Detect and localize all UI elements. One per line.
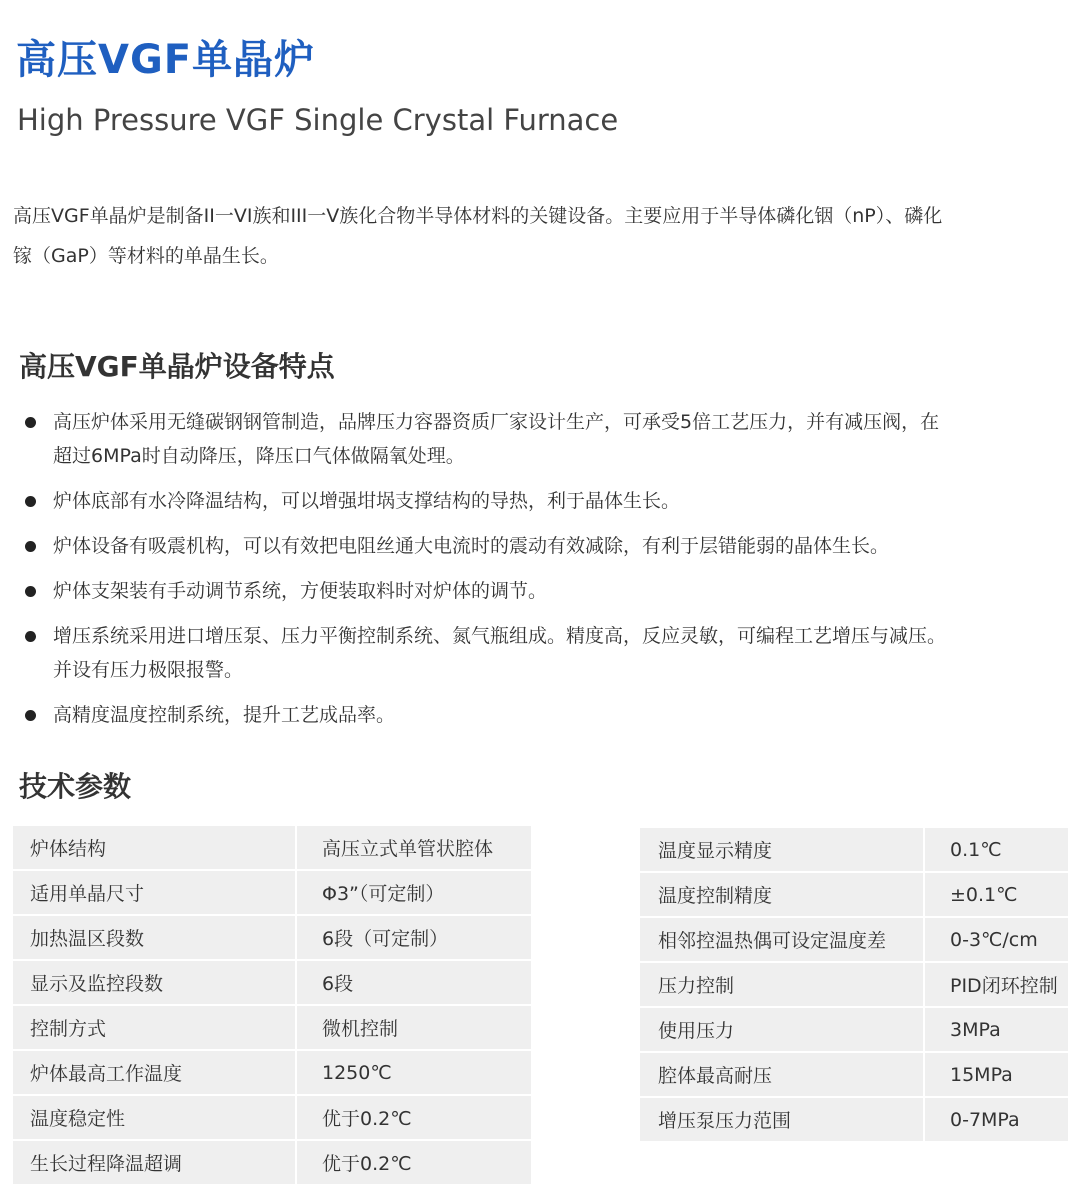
table-row <box>640 1053 1068 1098</box>
spec-key: 显示及监控段数 <box>13 961 297 1006</box>
features-heading: 高压VGF单晶炉设备特点 <box>19 350 335 383</box>
spec-value: 15MPa <box>925 1053 1068 1098</box>
spec-value: 1250℃ <box>297 1051 531 1096</box>
list-item <box>20 484 950 518</box>
table-row <box>13 916 531 961</box>
spec-key: 温度稳定性 <box>13 1096 297 1141</box>
spec-key: 控制方式 <box>13 1006 297 1051</box>
spec-value: Φ3”（可定制） <box>297 871 531 916</box>
spec-value: 优于0.2℃ <box>297 1141 531 1186</box>
table-row <box>13 826 531 871</box>
spec-value: 6段 <box>297 961 531 1006</box>
list-item <box>20 698 950 732</box>
table-row <box>13 1051 531 1096</box>
list-item-text: 高压炉体采用无缝碳钢钢管制造，品牌压力容器资质厂家设计生产，可承受5倍工艺压力，并有减压阀，在超过6MPa时自动降压，降压口气体做隔氧处理。 <box>53 411 940 467</box>
list-item <box>20 405 950 473</box>
spec-key: 使用压力 <box>640 1008 925 1053</box>
list-item-text: 炉体支架装有手动调节系统，方便装取料时对炉体的调节。 <box>53 580 548 602</box>
spec-key: 温度显示精度 <box>640 828 925 873</box>
spec-value: 3MPa <box>925 1008 1068 1053</box>
table-row <box>640 873 1068 918</box>
bullet-icon <box>25 541 36 552</box>
list-item-text: 炉体底部有水冷降温结构，可以增强坩埚支撑结构的导热，利于晶体生长。 <box>53 490 681 512</box>
intro-paragraph: 高压VGF单晶炉是制备II一VI族和III一V族化合物半导体材料的关键设备。主要应用于半导体磷化铟（nP）、磷化镓（GaP）等材料的单晶生长。 <box>13 205 943 267</box>
spec-key: 增压泵压力范围 <box>640 1098 925 1143</box>
page-subtitle: High Pressure VGF Single Crystal Furnace <box>17 103 619 137</box>
table-row <box>13 961 531 1006</box>
list-item-text: 增压系统采用进口增压泵、压力平衡控制系统、氮气瓶组成。精度高，反应灵敏，可编程工艺增压与减压。并设有压力极限报警。 <box>53 625 947 681</box>
spec-key: 加热温区段数 <box>13 916 297 961</box>
feature-list <box>20 405 950 743</box>
bullet-icon <box>25 496 36 507</box>
spec-key: 适用单晶尺寸 <box>13 871 297 916</box>
table-row <box>13 1141 531 1186</box>
bullet-icon <box>25 710 36 721</box>
spec-table-right <box>640 828 1068 1143</box>
spec-key: 生长过程降温超调 <box>13 1141 297 1186</box>
spec-value: 6段（可定制） <box>297 916 531 961</box>
spec-key: 腔体最高耐压 <box>640 1053 925 1098</box>
spec-key: 炉体结构 <box>13 826 297 871</box>
list-item <box>20 619 950 687</box>
spec-value: 微机控制 <box>297 1006 531 1051</box>
spec-key: 温度控制精度 <box>640 873 925 918</box>
table-row <box>640 963 1068 1008</box>
spec-table-left <box>13 826 531 1186</box>
list-item-text: 高精度温度控制系统，提升工艺成品率。 <box>53 704 396 726</box>
table-row <box>640 918 1068 963</box>
table-row <box>640 1008 1068 1053</box>
spec-key: 相邻控温热偶可设定温度差 <box>640 918 925 963</box>
list-item <box>20 574 950 608</box>
spec-value: ±0.1℃ <box>925 873 1068 918</box>
bullet-icon <box>25 417 36 428</box>
list-item <box>20 529 950 563</box>
spec-value: 0-7MPa <box>925 1098 1068 1143</box>
bullet-icon <box>25 586 36 597</box>
spec-value: PID闭环控制 <box>925 963 1068 1008</box>
list-item-text: 炉体设备有吸震机构，可以有效把电阻丝通大电流时的震动有效减除，有利于层错能弱的晶体生长。 <box>53 535 890 557</box>
specs-heading: 技术参数 <box>19 770 132 803</box>
table-row <box>640 828 1068 873</box>
spec-value: 0-3℃/cm <box>925 918 1068 963</box>
table-row <box>13 1096 531 1141</box>
spec-value: 高压立式单管状腔体 <box>297 826 531 871</box>
page-title: 高压VGF单晶炉 <box>16 37 316 83</box>
table-row <box>640 1098 1068 1143</box>
spec-key: 压力控制 <box>640 963 925 1008</box>
spec-value: 优于0.2℃ <box>297 1096 531 1141</box>
table-row <box>13 871 531 916</box>
table-row <box>13 1006 531 1051</box>
spec-value: 0.1℃ <box>925 828 1068 873</box>
bullet-icon <box>25 631 36 642</box>
spec-key: 炉体最高工作温度 <box>13 1051 297 1096</box>
